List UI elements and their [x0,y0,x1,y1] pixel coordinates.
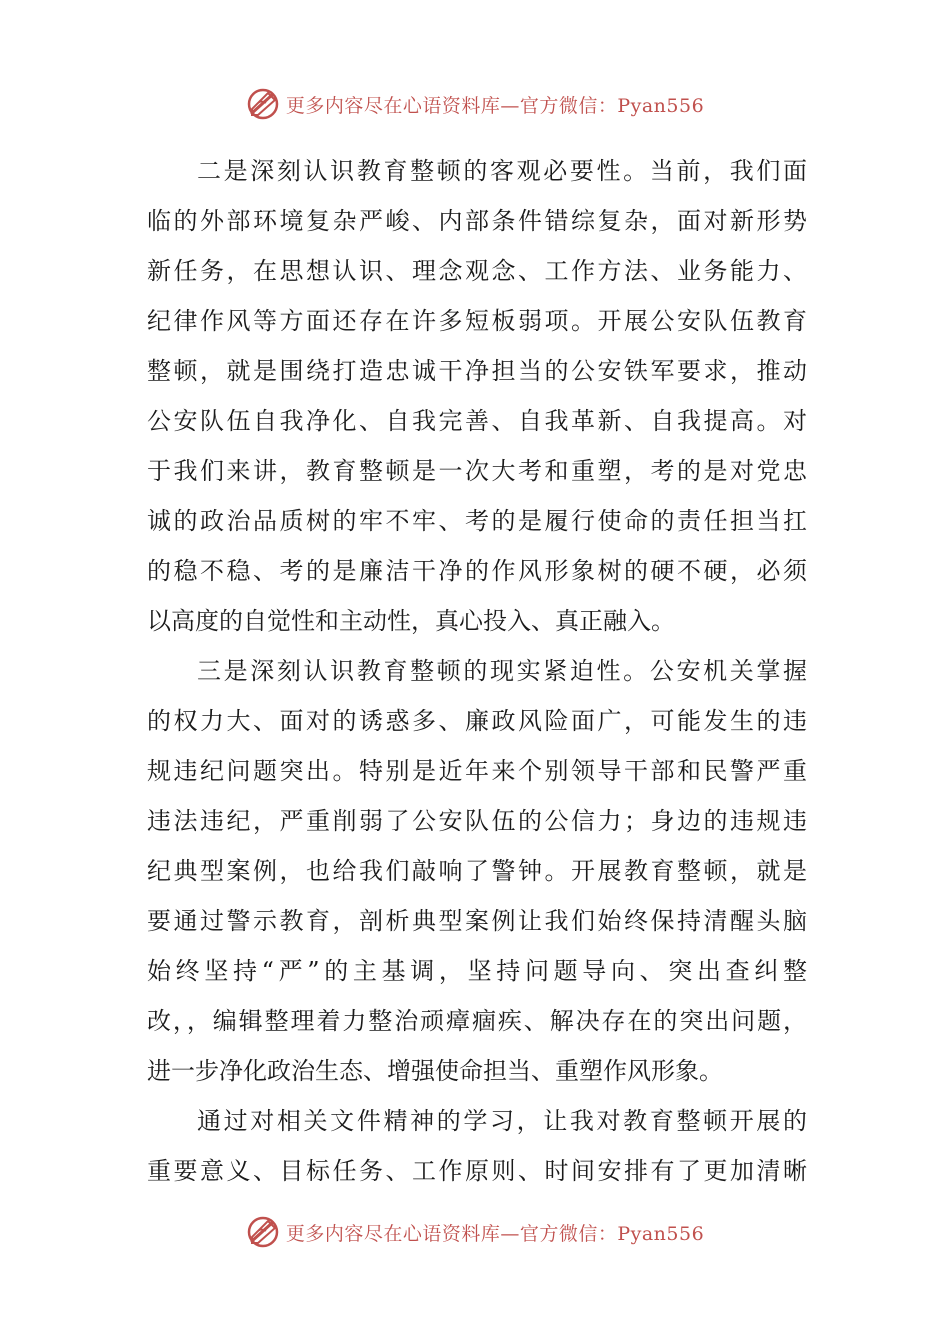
footer-banner [0,1212,950,1252]
document-body [147,146,807,1196]
text-line: 诚的政治品质树的牢不牢、考的是履行使命的责任担当扛 [147,507,807,535]
pen-circle-logo-icon [246,87,280,121]
text-line: 始终坚持“严”的主基调，坚持问题导向、突出查纠整 [147,957,807,985]
text-line: 进一步净化政治生态、增强使命担当、重塑作风形象。 [147,1057,723,1085]
text-line: 的权力大、面对的诱惑多、廉政风险面广，可能发生的违 [147,707,807,735]
header-banner-content [246,87,704,121]
text-line: 纪律作风等方面还存在许多短板弱项。开展公安队伍教育 [147,307,807,335]
text-line: 于我们来讲，教育整顿是一次大考和重塑，考的是对党忠 [147,457,807,485]
text-line: 重要意义、目标任务、工作原则、时间安排有了更加清晰 [147,1157,807,1185]
pen-circle-logo-icon [246,1215,280,1249]
text-line: 改，，编辑整理着力整治顽瘴痼疾、解决存在的突出问题， [147,1007,807,1035]
text-line: 新任务，在思想认识、理念观念、工作方法、业务能力、 [147,257,807,285]
header-banner [0,84,950,124]
footer-banner-text: 更多内容尽在心语资料库—官方微信：Pyan556 [285,1222,705,1245]
text-line: 公安队伍自我净化、自我完善、自我革新、自我提高。对 [147,407,807,435]
text-line: 通过对相关文件精神的学习，让我对教育整顿开展的 [197,1107,807,1135]
text-line: 规违纪问题突出。特别是近年来个别领导干部和民警严重 [147,757,807,785]
text-line: 违法违纪，严重削弱了公安队伍的公信力；身边的违规违 [147,807,807,835]
header-banner-text: 更多内容尽在心语资料库—官方微信：Pyan556 [285,94,705,117]
text-line: 三是深刻认识教育整顿的现实紧迫性。公安机关掌握 [197,657,807,685]
text-line: 纪典型案例，也给我们敲响了警钟。开展教育整顿，就是 [147,857,807,885]
text-line: 以高度的自觉性和主动性，真心投入、真正融入。 [147,607,675,635]
text-line: 临的外部环境复杂严峻、内部条件错综复杂，面对新形势 [147,207,807,235]
text-line: 整顿，就是围绕打造忠诚干净担当的公安铁军要求，推动 [147,357,807,385]
text-line: 二是深刻认识教育整顿的客观必要性。当前，我们面 [197,157,807,185]
text-line: 的稳不稳、考的是廉洁干净的作风形象树的硬不硬，必须 [147,557,807,585]
footer-banner-content [246,1215,704,1249]
text-line: 要通过警示教育，剖析典型案例让我们始终保持清醒头脑 [147,907,807,935]
